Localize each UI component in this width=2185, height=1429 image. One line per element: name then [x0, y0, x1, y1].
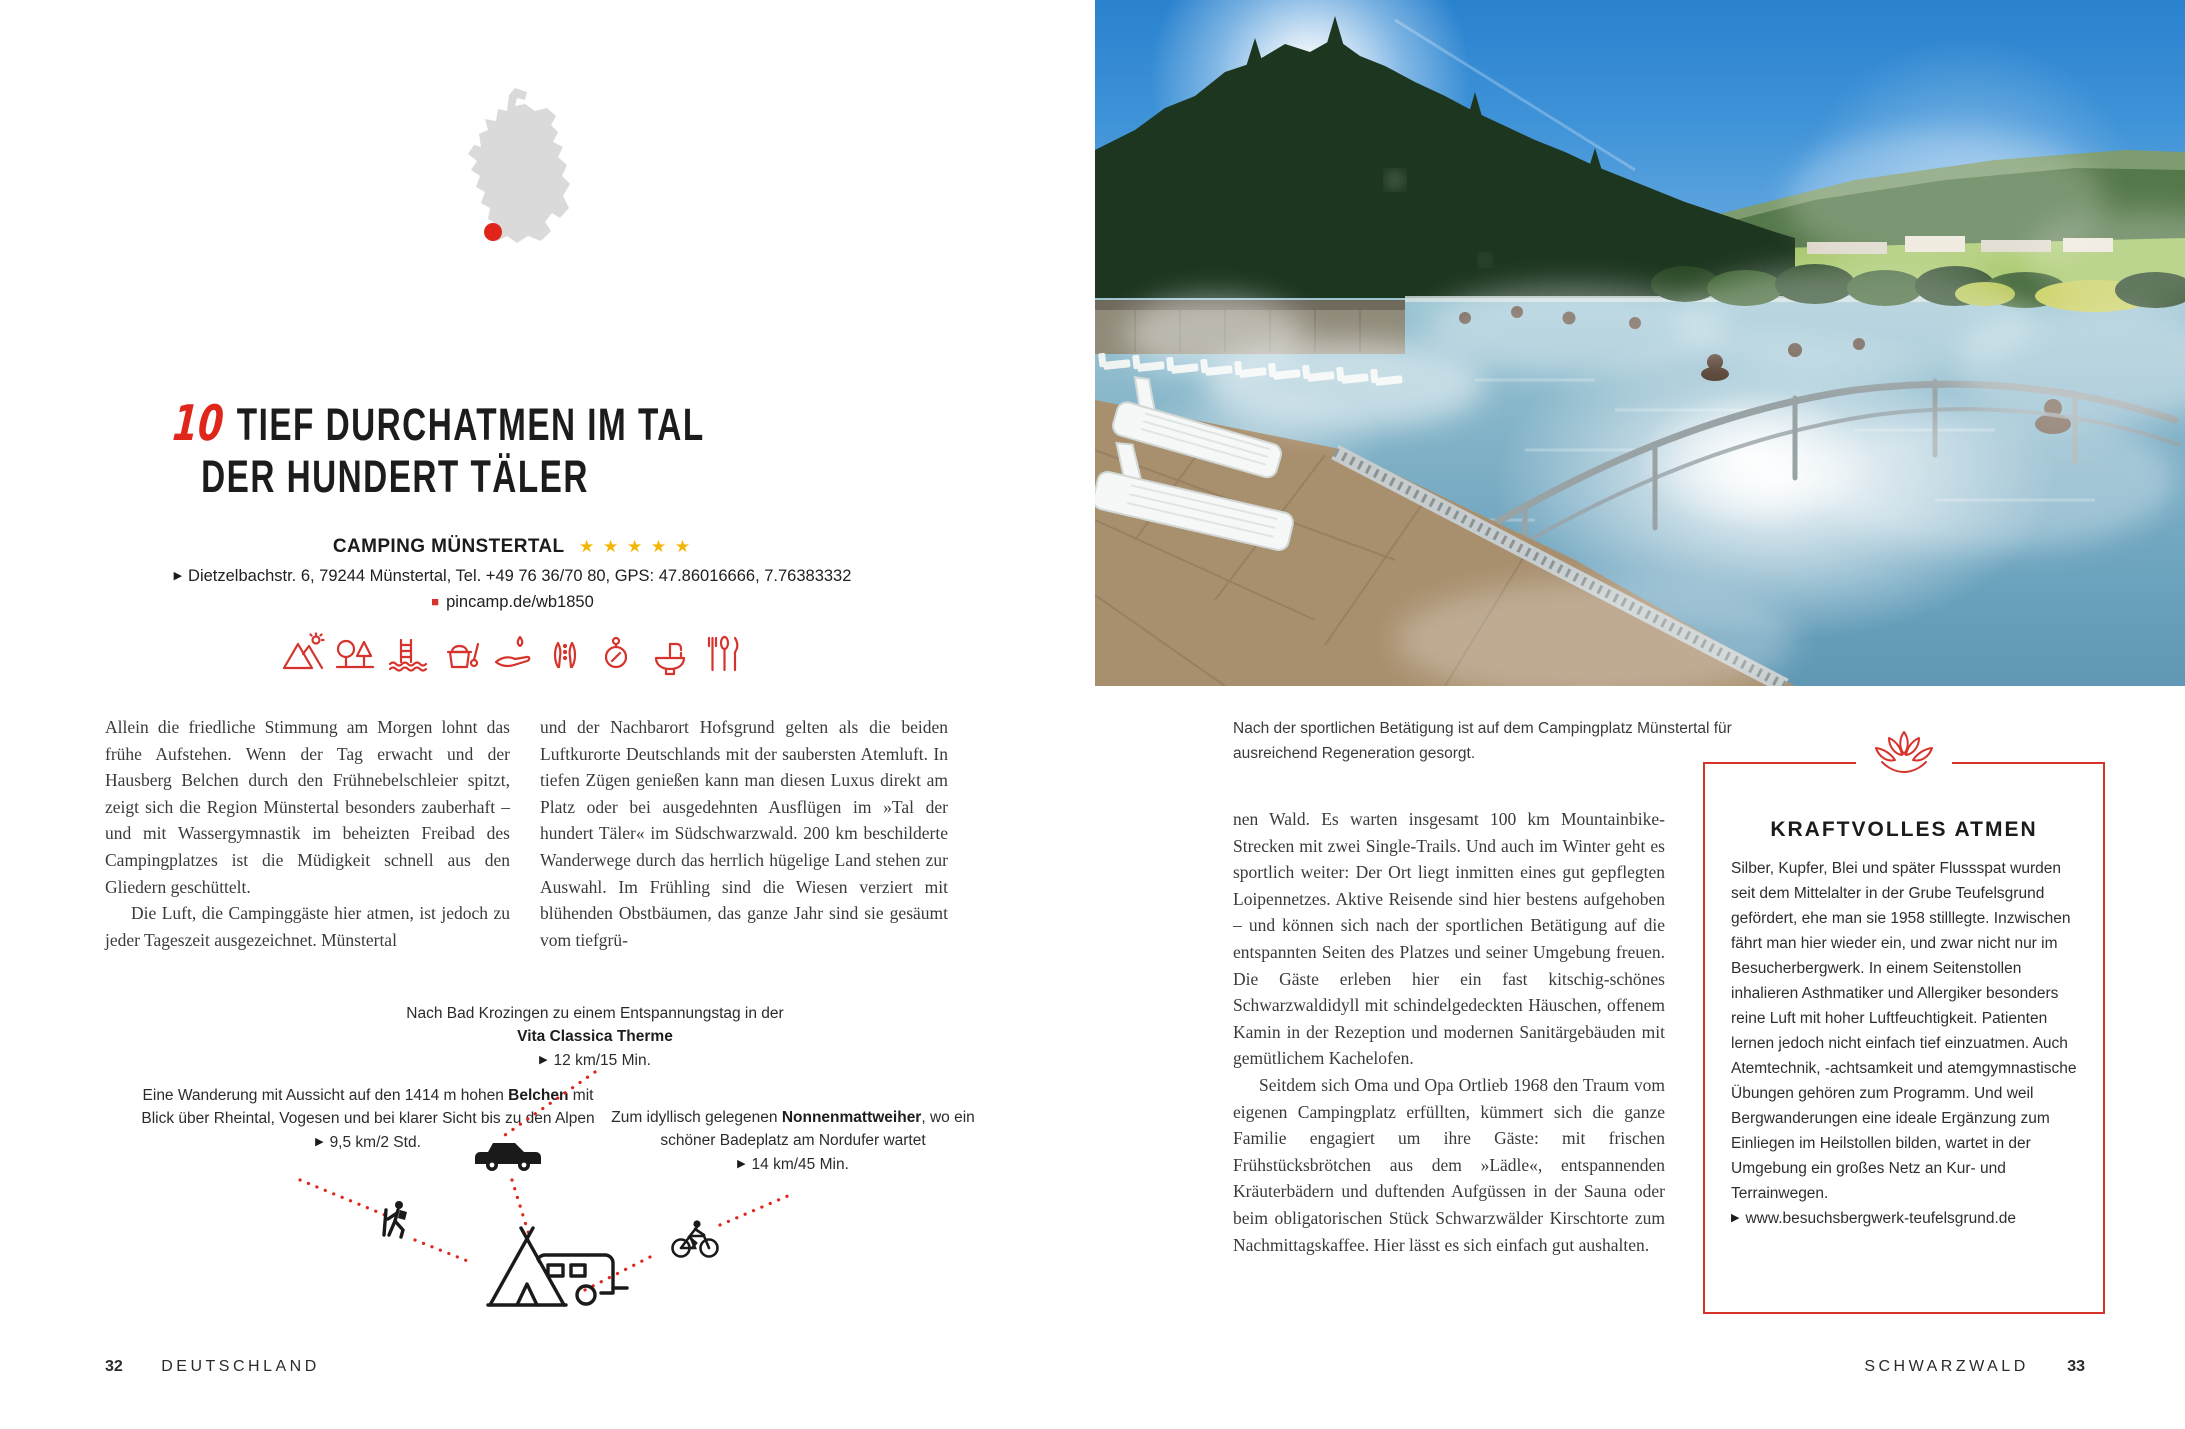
germany-locator-map — [455, 85, 595, 260]
hiker-icon — [384, 1201, 407, 1237]
right-body-column — [1233, 806, 1665, 1258]
star-rating: ★ ★ ★ ★ ★ — [579, 537, 693, 556]
distance-line: ▶ 9,5 km/2 Std. — [315, 1134, 421, 1151]
excursion-label-therme: Nach Bad Krozingen zu einem Entspannungstag in der Vita Classica Therme ▶ 12 km/15 Min. — [400, 1003, 790, 1074]
paragraph: Die Luft, die Campinggäste hier atmen, ist jedoch zu jeder Tageszeit ausgezeichnet. Münstertal — [105, 903, 510, 950]
article-headline — [95, 395, 705, 503]
campsite-name-row — [100, 536, 925, 558]
body-column-2 — [540, 714, 948, 953]
hand-water-drop-icon — [491, 632, 535, 676]
amenity-icons-row — [100, 632, 925, 676]
page-number: 32 — [105, 1358, 123, 1375]
paragraph: nen Wald. Es warten insgesamt 100 km Mountainbike-Strecken mit zwei Single-Trails. Und auch im Winter geht es sportlich weiter: Der Ort liegt inmitten eines gut gepflegten Loipennetzes. Aktive Reisende sind hier bestens aufgehoben – und können sich nach der sportlichen Betätigung auf die entspannten Seiten des Platzes und seiner Umgebung freuen. Die Gäste erleben hier ein fast kitschig-schönes Schwarzwaldidyll mit schindelgedeckten Häuschen, offenem Kamin in der Rezeption und modernen Sanitärgebäuden mit gemütlichem Kachelofen. — [1233, 809, 1665, 1069]
thermal-pool-photo — [1095, 0, 2185, 686]
campsite-website: ■ pincamp.de/wb1850 — [431, 593, 594, 611]
germany-map-silhouette — [455, 85, 595, 260]
left-page-footer — [105, 1358, 320, 1376]
arrow-marker-icon: ▶ — [173, 570, 183, 582]
lotus-icon — [1856, 730, 1952, 779]
headline-line-2: DER HUNDERT TÄLER — [201, 451, 589, 502]
excursion-label-belchen: Eine Wanderung mit Aussicht auf den 1414 m hohen Belchen mit Blick über Rheintal, Vogesen und bei klarer Sicht bis zu den Alpen ▶ 9,5 km/2 Std. — [128, 1085, 608, 1156]
paragraph: Seitdem sich Oma und Opa Ortlieb 1968 den Traum vom eigenen Campingplatz erfüllten, kümmert sich die ganze Familie engagiert um ihre Gäste: mit frischen Frühstücksbrötchen aus dem »Lädle«, entspannenden Kräuterbädern und duftenden Aufgüssen in der Sauna oder beim obligatorischen Stück Schwarzwälder Kirschtorte zum Nachmittagskaffee. Hier lässt es sich einfach gut aushalten. — [1233, 1074, 1665, 1255]
cutlery-icon — [700, 632, 744, 676]
arrow-marker-icon: ▶ — [539, 1054, 548, 1066]
washbasin-icon — [648, 632, 692, 676]
arrow-marker-icon: ▶ — [737, 1158, 746, 1170]
section-title: SCHWARZWALD — [1864, 1358, 2029, 1375]
trees-icon — [333, 632, 377, 676]
article-number: 10 — [170, 395, 226, 452]
campsite-name: CAMPING MÜNSTERTAL — [332, 536, 565, 557]
hand-mirror-icon — [595, 632, 639, 676]
section-title: DEUTSCHLAND — [161, 1358, 320, 1375]
paragraph: Allein die friedliche Stimmung am Morgen lohnt das frühe Aufstehen. Wenn der Tag erwacht und der Hausberg Belchen durch den Frühnebelschleier spitzt, zeigt sich die Region Münstertal besonders zauberhaft – und mit Wassergymnastik im beheizten Freibad des Campingplatzes ist die Müdigkeit schnell aus den Gliedern geschüttelt. — [105, 717, 510, 897]
right-page-footer — [1864, 1358, 2085, 1376]
swimming-pool-icon — [386, 632, 430, 676]
sauna-bucket-icon — [438, 632, 482, 676]
massage-hands-icon — [543, 632, 587, 676]
arrow-marker-icon: ▶ — [315, 1136, 324, 1148]
info-box-kraftvolles-atmen — [1703, 762, 2105, 1314]
location-dot — [484, 223, 502, 241]
arrow-marker-icon: ▶ — [1731, 1212, 1740, 1224]
car-icon — [475, 1143, 541, 1171]
mountain-sun-icon — [281, 632, 325, 676]
tent-caravan-icon — [488, 1228, 627, 1305]
photo-caption: Nach der sportlichen Betätigung ist auf dem Campingplatz Münstertal für ausreichend Regeneration gesorgt. — [1233, 720, 1732, 762]
headline-line-1: 10 TIEF DURCHATMEN IM TAL — [170, 395, 705, 452]
page-number: 33 — [2067, 1358, 2085, 1375]
campsite-info — [100, 536, 925, 612]
paragraph: und der Nachbarort Hofsgrund gelten als die beiden Luftkurorte Deutschlands mit der saubersten Atemluft. In tiefen Zügen genießen kann man diesen Luxus direkt am Platz oder bei ausgedehnten Ausflügen im »Tal der hundert Täler« im Südschwarzwald. 200 km beschilderte Wanderwege durch das herrlich hügelige Land stehen zur Auswahl. Im Frühling sind die Wiesen verziert mit blühenden Obstbäumen, das ganze Jahr sind sie gesäumt vom tiefgrü- — [540, 717, 948, 950]
distance-line: ▶ 12 km/15 Min. — [539, 1052, 651, 1069]
dotted-route-lines — [300, 1072, 790, 1290]
info-box-body: Silber, Kupfer, Blei und später Flussspat wurden seit dem Mittelalter in der Grube Teufelsgrund gefördert, ehe man sie 1958 stilllegte. Inzwischen fährt man hier wieder ein, und zwar nicht nur im Besucherbergwerk. In einem Seitenstollen inhalieren Asthmatiker und Allergiker besonders reine Luft mit hoher Luftfeuchtigkeit. Patienten lernen jedoch nicht einfach tief einzuatmen. Auch Atemtechnik, -achtsamkeit und atemgymnastische Übungen gehören zum Programm. Und weil Bergwanderungen eine ideale Ergänzung zum Einliegen im Heilstollen bilden, wartet in der Umgebung ein großes Netz an Kur- und Terrainwegen. — [1731, 860, 2077, 1202]
excursion-diagram — [90, 995, 990, 1340]
photo-scene — [1095, 0, 2185, 686]
distance-line: ▶ 14 km/45 Min. — [737, 1156, 849, 1173]
body-column-1 — [105, 714, 510, 953]
info-box-title: KRAFTVOLLES ATMEN — [1770, 818, 2038, 841]
info-box-link: ▶ www.besuchsbergwerk-teufelsgrund.de — [1731, 1210, 2016, 1227]
cyclist-icon — [673, 1220, 718, 1256]
campsite-address: ▶ Dietzelbachstr. 6, 79244 Münstertal, Tel. +49 76 36/70 80, GPS: 47.86016666, 7.76383332 — [173, 567, 852, 585]
square-bullet-icon: ■ — [431, 594, 440, 609]
excursion-label-nonnenmattweiher: Zum idyllisch gelegenen Nonnenmattweiher, wo ein schöner Badeplatz am Nordufer wartet ▶ 14 km/45 Min. — [598, 1107, 988, 1178]
